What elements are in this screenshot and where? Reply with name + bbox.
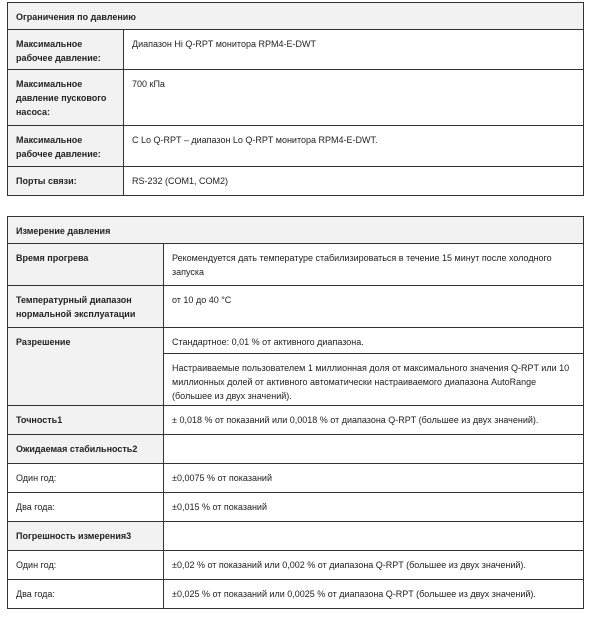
table-row: [8, 493, 584, 522]
stability-one-year-value: ±0,0075 % от показаний: [164, 464, 584, 493]
row-value: Диапазон Hi Q-RPT монитора RPM4-E-DWT: [124, 30, 584, 70]
uncertainty-one-year-value: ±0,02 % от показаний или 0,002 % от диапазона Q-RPT (большее из двух значений).: [164, 551, 584, 580]
table-row: [8, 30, 584, 70]
stability-two-years-value: ±0,015 % от показаний: [164, 493, 584, 522]
table-row: [8, 551, 584, 580]
table-row: [8, 580, 584, 609]
resolution-custom-value: Настраиваемые пользователем 1 миллионная доля от максимального значения Q-RPT или 10 миллионных долей от активного автоматически настраиваемого диапазона AutoRange (большее из двух значений).: [164, 354, 584, 406]
row-label: Порты связи:: [8, 167, 124, 196]
uncertainty-two-years-value: ±0,025 % от показаний или 0,0025 % от диапазона Q-RPT (большее из двух значений).: [164, 580, 584, 609]
temp-range-value: от 10 до 40 °C: [164, 286, 584, 328]
table-row: [8, 435, 584, 464]
row-label: Максимальное рабочее давление:: [8, 30, 124, 70]
uncertainty-two-years-label: Два года:: [8, 580, 164, 609]
row-value: RS-232 (COM1, COM2): [124, 167, 584, 196]
table-row: [8, 70, 584, 126]
row-label: Максимальное рабочее давление:: [8, 126, 124, 167]
resolution-label: Разрешение: [8, 328, 164, 406]
pressure-limits-title: Ограничения по давлению: [8, 3, 584, 30]
pressure-measurement-table: [7, 216, 584, 609]
table-row: [8, 328, 584, 354]
warmup-label: Время прогрева: [8, 244, 164, 286]
table-row: [8, 286, 584, 328]
table-row: [8, 167, 584, 196]
stability-two-years-label: Два года:: [8, 493, 164, 522]
temp-range-label: Температурный диапазон нормальной эксплуатации: [8, 286, 164, 328]
uncertainty-one-year-label: Один год:: [8, 551, 164, 580]
stability-label: Ожидаемая стабильность2: [8, 435, 164, 464]
uncertainty-empty: [164, 522, 584, 551]
table-row: [8, 244, 584, 286]
accuracy-label: Точность1: [8, 406, 164, 435]
table-row: [8, 522, 584, 551]
row-value: 700 кПа: [124, 70, 584, 126]
table-row: [8, 406, 584, 435]
accuracy-value: ± 0,018 % от показаний или 0,0018 % от диапазона Q-RPT (большее из двух значений).: [164, 406, 584, 435]
resolution-standard-value: Стандартное: 0,01 % от активного диапазона.: [164, 328, 584, 354]
stability-empty: [164, 435, 584, 464]
row-value: С Lo Q-RPT – диапазон Lo Q-RPT монитора RPM4-E-DWT.: [124, 126, 584, 167]
stability-one-year-label: Один год:: [8, 464, 164, 493]
table-row: [8, 126, 584, 167]
row-label: Максимальное давление пускового насоса:: [8, 70, 124, 126]
warmup-value: Рекомендуется дать температуре стабилизироваться в течение 15 минут после холодного запуска: [164, 244, 584, 286]
uncertainty-label: Погрешность измерения3: [8, 522, 164, 551]
pressure-limits-table: [7, 2, 584, 196]
pressure-measurement-title: Измерение давления: [8, 217, 584, 244]
table-row: [8, 464, 584, 493]
